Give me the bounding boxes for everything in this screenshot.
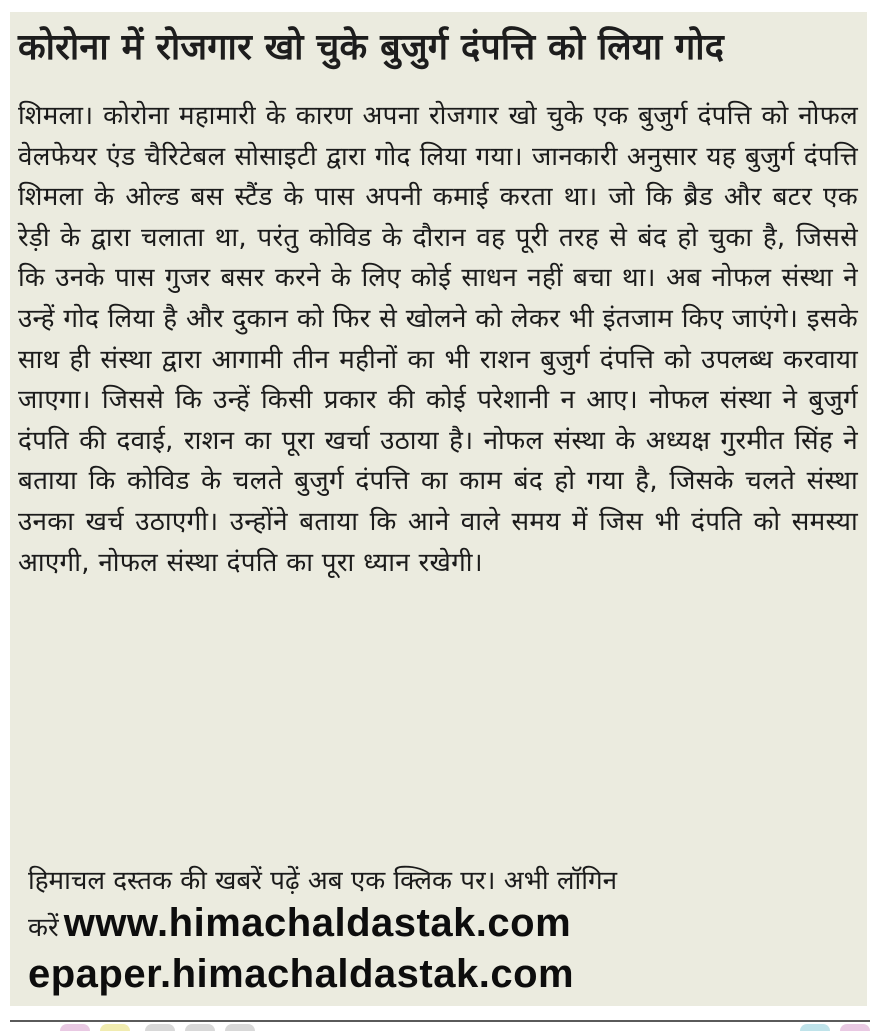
decorative-dot bbox=[840, 1024, 870, 1031]
decorative-dot bbox=[225, 1024, 255, 1031]
promo-block bbox=[28, 862, 858, 997]
epaper-link[interactable]: epaper.himachaldastak.com bbox=[28, 952, 575, 996]
decorative-dot bbox=[100, 1024, 130, 1031]
promo-second-line bbox=[28, 900, 858, 951]
decorative-dot bbox=[145, 1024, 175, 1031]
decorative-dot bbox=[60, 1024, 90, 1031]
website-link[interactable]: www.himachaldastak.com bbox=[63, 901, 572, 945]
article-body: शिमला। कोरोना महामारी के कारण अपना रोजगार खो चुके एक बुजुर्ग दंपत्ति को नोफल वेलफेयर एंड चैरिटेबल सोसाइटी द्वारा गोद लिया गया। जानकारी अनुसार यह बुजुर्ग दंपत्ति शिमला के ओल्ड बस स्टैंड के पास अपनी कमाई करता था। जो कि ब्रैड और बटर एक रेड़ी के द्वारा चलाता था, परंतु कोविड के दौरान वह पूरी तरह से बंद हो चुका है, जिससे कि उनके पास गुजर बसर करने के लिए कोई साधन नहीं बचा था। अब नोफल संस्था ने उन्हें गोद लिया है और दुकान को फिर से खोलने को लेकर भी इंतजाम किए जाएंगे। इसके साथ ही संस्था द्वारा आगामी तीन महीनों का भी राशन बुजुर्ग दंपत्ति को उपलब्ध करवाया जाएगा। जिससे कि उन्हें किसी प्रकार की कोई परेशानी न आए। नोफल संस्था ने बुजुर्ग दंपति की दवाई, राशन का पूरा खर्चा उठाया है। नोफल संस्था के अध्यक्ष गुरमीत सिंह ने बताया कि कोविड के चलते बुजुर्ग दंपत्ति का काम बंद हो गया है, जिसके चलते संस्था उनका खर्च उठाएगी। उन्होंने बताया कि आने वाले समय में जिस भी दंपति को समस्या आएगी, नोफल संस्था दंपति का पूरा ध्यान रखेगी। bbox=[18, 101, 858, 578]
promo-text: हिमाचल दस्तक की खबरें पढ़ें अब एक क्लिक पर। अभी लॉगिन bbox=[28, 866, 618, 896]
page-divider bbox=[10, 1020, 870, 1022]
article-headline: कोरोना में रोजगार खो चुके बुजुर्ग दंपत्ति को लिया गोद bbox=[18, 27, 725, 68]
decorative-dot bbox=[800, 1024, 830, 1031]
newspaper-clipping bbox=[10, 12, 867, 1006]
promo-prefix: करें bbox=[28, 913, 59, 943]
decorative-dot bbox=[185, 1024, 215, 1031]
